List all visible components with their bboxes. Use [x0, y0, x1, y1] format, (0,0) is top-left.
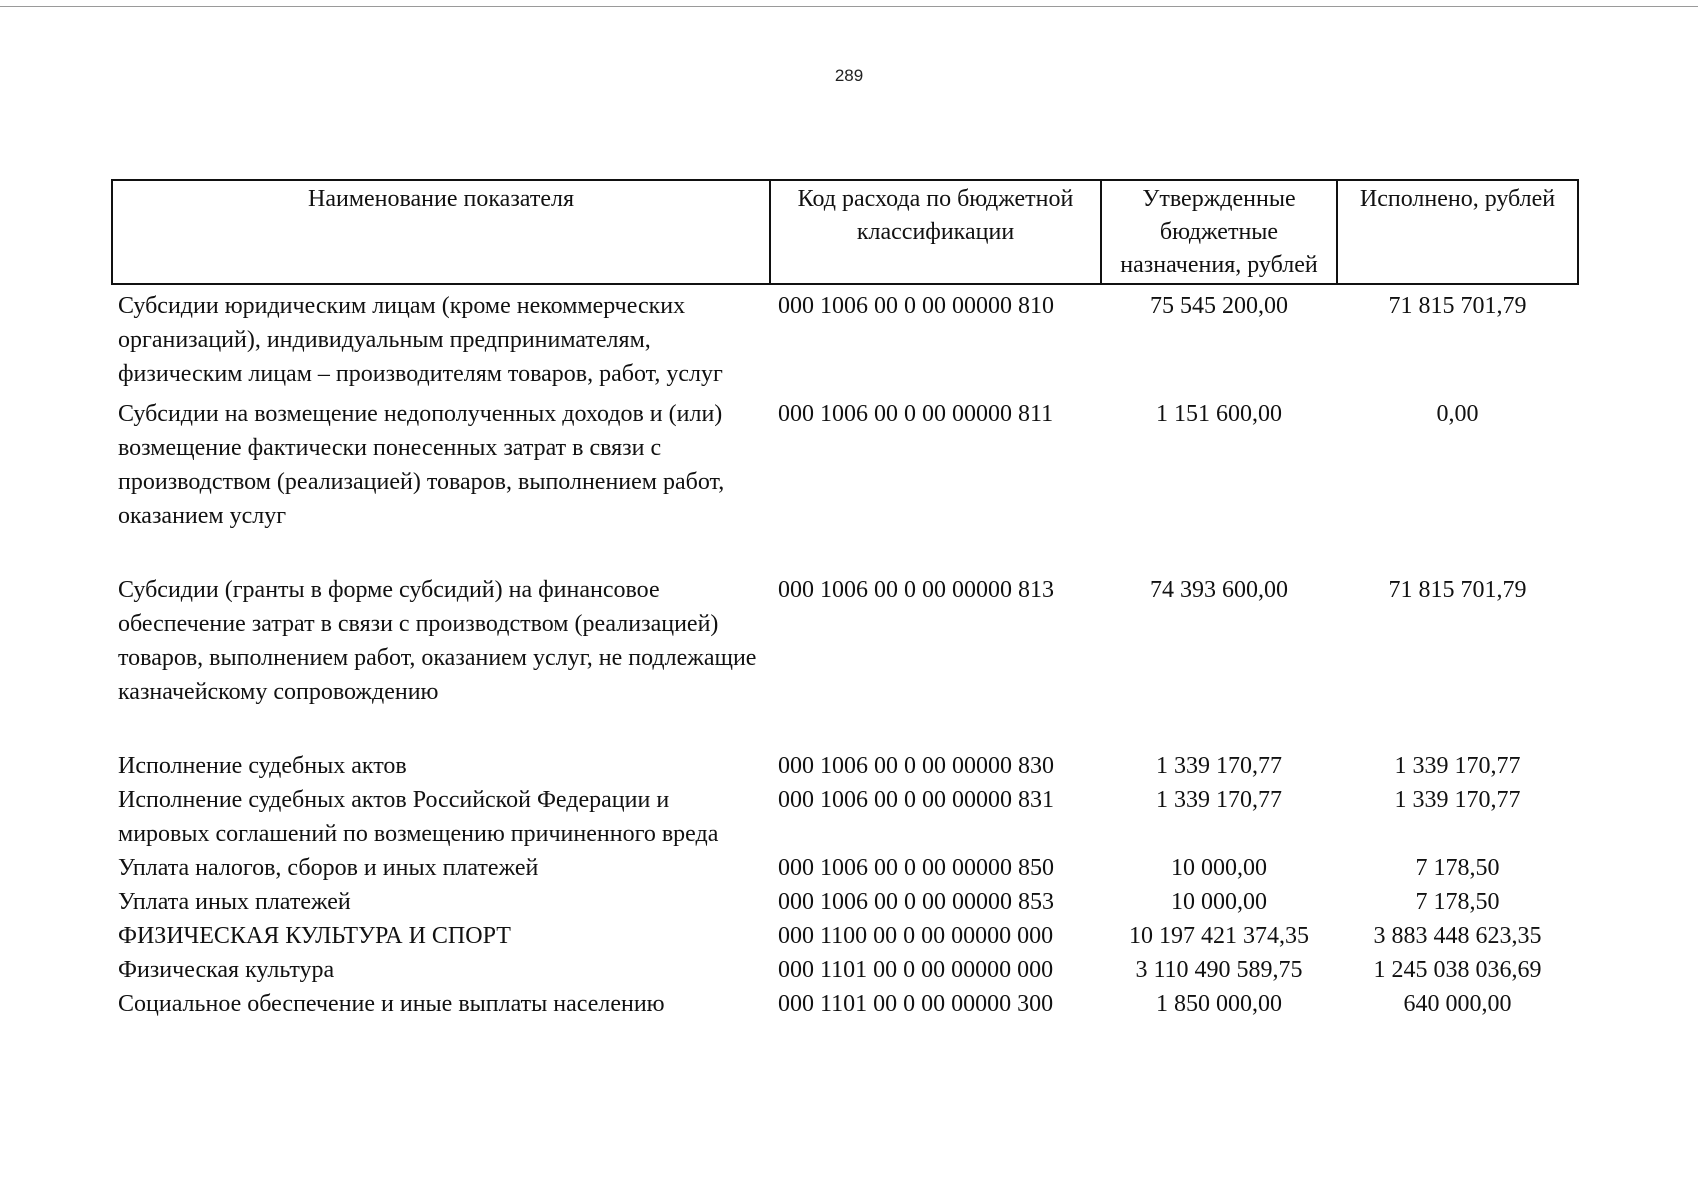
row-name: Физическая культура [118, 957, 335, 983]
row-done: 71 815 701,79 [1388, 293, 1527, 319]
header-row [112, 180, 1578, 284]
row-approved: 10 197 421 374,35 [1129, 923, 1309, 949]
row-done: 1 339 170,77 [1394, 787, 1521, 813]
row-code: 000 1006 00 0 00 00000 810 [778, 293, 1054, 319]
table-row [112, 397, 1578, 573]
row-code: 000 1006 00 0 00 00000 811 [778, 401, 1054, 427]
table-body [112, 284, 1578, 1021]
row-code: 000 1006 00 0 00 00000 831 [778, 787, 1054, 813]
row-approved: 10 000,00 [1171, 889, 1267, 915]
table-row [112, 987, 1578, 1021]
row-approved: 10 000,00 [1171, 855, 1267, 881]
scan-top-edge [0, 6, 1698, 7]
budget-execution-table [111, 179, 1579, 1021]
table-row [112, 851, 1578, 885]
row-code: 000 1101 00 0 00 00000 300 [778, 991, 1054, 1017]
row-done: 1 339 170,77 [1394, 753, 1521, 779]
row-name: Социальное обеспечение и иные выплаты населению [118, 991, 665, 1017]
table-row [112, 953, 1578, 987]
row-name: Уплата иных платежей [118, 889, 351, 915]
row-name: Субсидии на возмещение недополученных доходов и (или) возмещение фактически понесенных затрат в связи с производством (реализацией) товаров, выполнением работ, оказанием услуг [118, 401, 725, 529]
row-approved: 3 110 490 589,75 [1135, 957, 1303, 983]
row-name: Исполнение судебных актов Российской Федерации и мировых соглашений по возмещению причиненного вреда [118, 787, 719, 847]
row-done: 3 883 448 623,35 [1373, 923, 1542, 949]
table-row [112, 749, 1578, 783]
row-name: ФИЗИЧЕСКАЯ КУЛЬТУРА И СПОРТ [118, 923, 511, 949]
table-row [112, 919, 1578, 953]
table-row [112, 573, 1578, 749]
page-number: 289 [834, 66, 864, 85]
row-approved: 1 339 170,77 [1156, 753, 1282, 779]
table-row [112, 783, 1578, 851]
row-name: Исполнение судебных актов [118, 753, 407, 779]
row-approved: 74 393 600,00 [1150, 577, 1288, 603]
row-code: 000 1006 00 0 00 00000 853 [778, 889, 1054, 915]
row-name: Субсидии (гранты в форме субсидий) на финансовое обеспечение затрат в связи с производством (реализацией) товаров, выполнением работ, оказанием услуг, не подлежащие казначейскому сопровождению [118, 577, 757, 705]
row-code: 000 1006 00 0 00 00000 813 [778, 577, 1054, 603]
header-code: Код расхода по бюджетной классификации [770, 180, 1101, 284]
row-approved: 75 545 200,00 [1150, 293, 1288, 319]
row-done: 71 815 701,79 [1388, 577, 1527, 603]
row-done: 0,00 [1436, 401, 1479, 427]
row-code: 000 1100 00 0 00 00000 000 [778, 923, 1054, 949]
row-name: Субсидии юридическим лицам (кроме некоммерческих организаций), индивидуальным предпринимателям, физическим лицам – производителям товаров, работ, услуг [118, 293, 723, 387]
row-done: 1 245 038 036,69 [1373, 957, 1542, 983]
table-header [112, 180, 1578, 284]
header-name: Наименование показателя [112, 180, 770, 284]
row-done: 7 178,50 [1415, 889, 1500, 915]
row-code: 000 1006 00 0 00 00000 850 [778, 855, 1054, 881]
row-name: Уплата налогов, сборов и иных платежей [118, 855, 539, 881]
row-approved: 1 850 000,00 [1156, 991, 1282, 1017]
row-code: 000 1101 00 0 00 00000 000 [778, 957, 1054, 983]
row-done: 7 178,50 [1415, 855, 1500, 881]
table-row [112, 885, 1578, 919]
row-approved: 1 339 170,77 [1156, 787, 1282, 813]
row-done: 640 000,00 [1403, 991, 1512, 1017]
header-done: Исполнено, рублей [1337, 180, 1578, 284]
row-code: 000 1006 00 0 00 00000 830 [778, 753, 1054, 779]
table-row [112, 284, 1578, 397]
row-approved: 1 151 600,00 [1156, 401, 1282, 427]
header-approved: Утвержденные бюджетные назначения, рублей [1101, 180, 1337, 284]
